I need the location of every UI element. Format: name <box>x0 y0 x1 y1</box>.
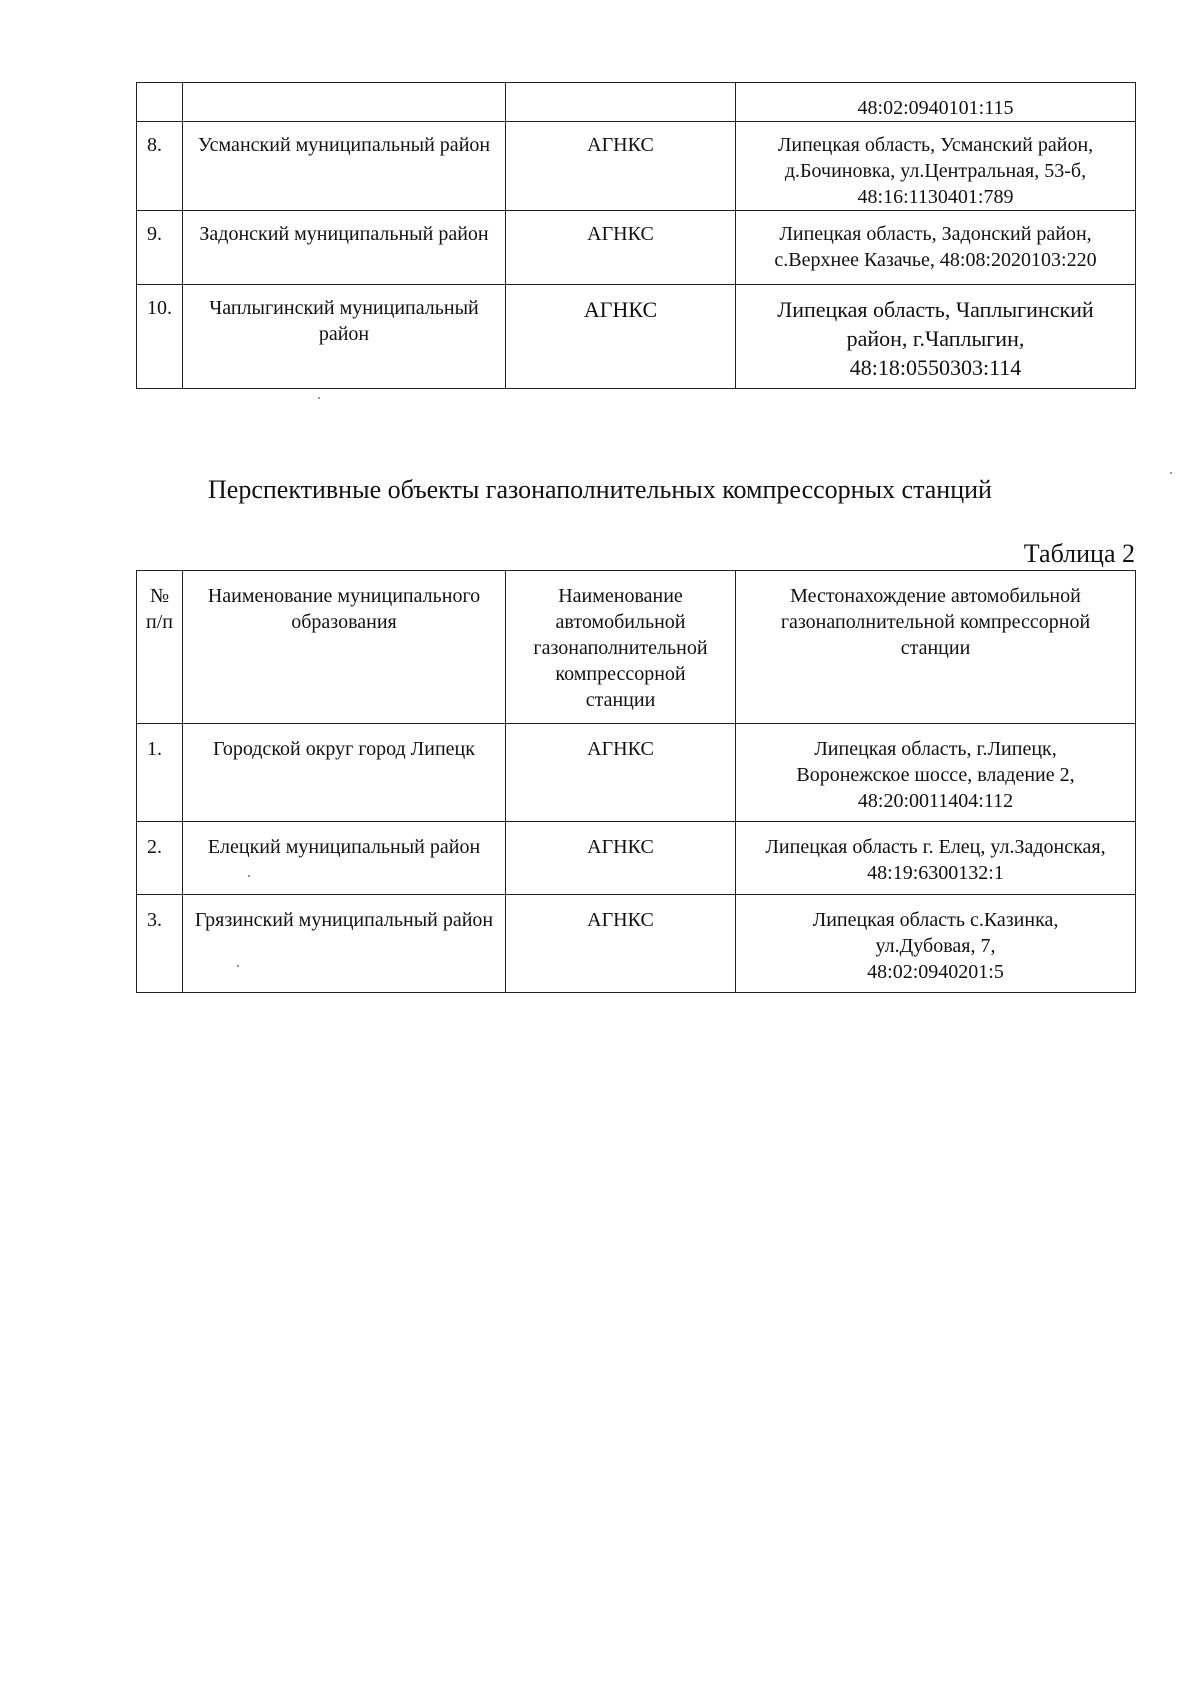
address-line: Липецкая область, Задонский район, <box>779 223 1092 245</box>
address-cell <box>736 822 1136 895</box>
row-number-cell: 10. <box>137 285 183 389</box>
address-cell <box>736 895 1136 993</box>
header-number <box>137 571 183 724</box>
scan-speck <box>248 875 250 877</box>
address-line: Липецкая область, Усманский район, <box>777 134 1094 156</box>
address-cell <box>736 724 1136 822</box>
header-line: Наименование муниципального <box>207 585 481 607</box>
municipality-cell: Грязинский муниципальный район <box>183 895 506 993</box>
header-station <box>506 571 736 724</box>
row-number-cell: 8. <box>137 122 183 211</box>
address-line: Липецкая область г. Елец, ул.Задонская, <box>765 836 1106 858</box>
station-cell: АГНКС <box>506 822 736 895</box>
row-number-cell <box>137 83 183 122</box>
address-line: 48:19:6300132:1 <box>867 862 1004 884</box>
section-title: Перспективные объекты газонаполнительных компрессорных станций <box>208 475 992 504</box>
municipality-cell <box>183 83 506 122</box>
header-municipality <box>183 571 506 724</box>
header-line: газонаполнительной компрессорной <box>780 611 1091 633</box>
address-line: 48:16:1130401:789 <box>857 186 1014 208</box>
address-line: с.Верхнее Казачье, 48:08:2020103:220 <box>774 249 1097 271</box>
table-2 <box>136 570 1136 993</box>
address-line: 48:18:0550303:114 <box>849 355 1022 380</box>
address-cell <box>736 211 1136 285</box>
address-line: Липецкая область с.Казинка, <box>812 909 1059 931</box>
municipality-cell: Городской округ город Липецк <box>183 724 506 822</box>
header-line: Наименование <box>558 585 683 607</box>
municipality-cell: Задонский муниципальный район <box>183 211 506 285</box>
table-header-row <box>137 571 1136 724</box>
header-line: образования <box>291 611 397 633</box>
address-cell: 48:02:0940101:115 <box>736 83 1136 122</box>
address-line: 48:20:0011404:112 <box>857 790 1014 812</box>
table-row <box>137 895 1136 993</box>
table-caption: Таблица 2 <box>1023 539 1135 568</box>
station-cell: АГНКС <box>506 895 736 993</box>
header-line: станции <box>900 637 971 659</box>
address-line: д.Бочиновка, ул.Центральная, 53-б, <box>784 160 1087 182</box>
scan-speck <box>318 397 320 399</box>
address-line: 48:02:0940201:5 <box>867 961 1004 983</box>
row-number-cell: 1. <box>137 724 183 822</box>
table-row <box>137 822 1136 895</box>
row-number-cell: 9. <box>137 211 183 285</box>
station-cell: АГНКС <box>506 724 736 822</box>
address-line: Липецкая область, Чаплыгинский <box>777 297 1094 322</box>
header-line: № <box>149 585 170 607</box>
municipality-cell: Чаплыгинский муниципальный район <box>183 285 506 389</box>
header-line: п/п <box>146 611 173 633</box>
header-address <box>736 571 1136 724</box>
header-line: компрессорной <box>555 663 686 685</box>
municipality-cell: Елецкий муниципальный район <box>183 822 506 895</box>
table-row <box>137 724 1136 822</box>
table-row <box>137 83 1136 122</box>
station-cell <box>506 83 736 122</box>
table-1-continuation <box>136 82 1136 389</box>
table-row <box>137 211 1136 285</box>
header-line: автомобильной <box>555 611 686 633</box>
address-line: район, г.Чаплыгин, <box>846 326 1025 351</box>
table-row <box>137 285 1136 389</box>
address-line: Воронежское шоссе, владение 2, <box>796 764 1075 786</box>
address-cell <box>736 122 1136 211</box>
scan-speck <box>237 965 239 967</box>
scan-speck <box>1170 472 1172 474</box>
station-cell: АГНКС <box>506 285 736 389</box>
header-line: станции <box>585 689 656 711</box>
address-line: Липецкая область, г.Липецк, <box>814 738 1057 760</box>
header-line: газонаполнительной <box>533 637 708 659</box>
row-number-cell: 2. <box>137 822 183 895</box>
address-cell <box>736 285 1136 389</box>
municipality-cell: Усманский муниципальный район <box>183 122 506 211</box>
header-line: Местонахождение автомобильной <box>790 585 1081 607</box>
row-number-cell: 3. <box>137 895 183 993</box>
address-line: ул.Дубовая, 7, <box>875 935 996 957</box>
table-row <box>137 122 1136 211</box>
station-cell: АГНКС <box>506 211 736 285</box>
station-cell: АГНКС <box>506 122 736 211</box>
